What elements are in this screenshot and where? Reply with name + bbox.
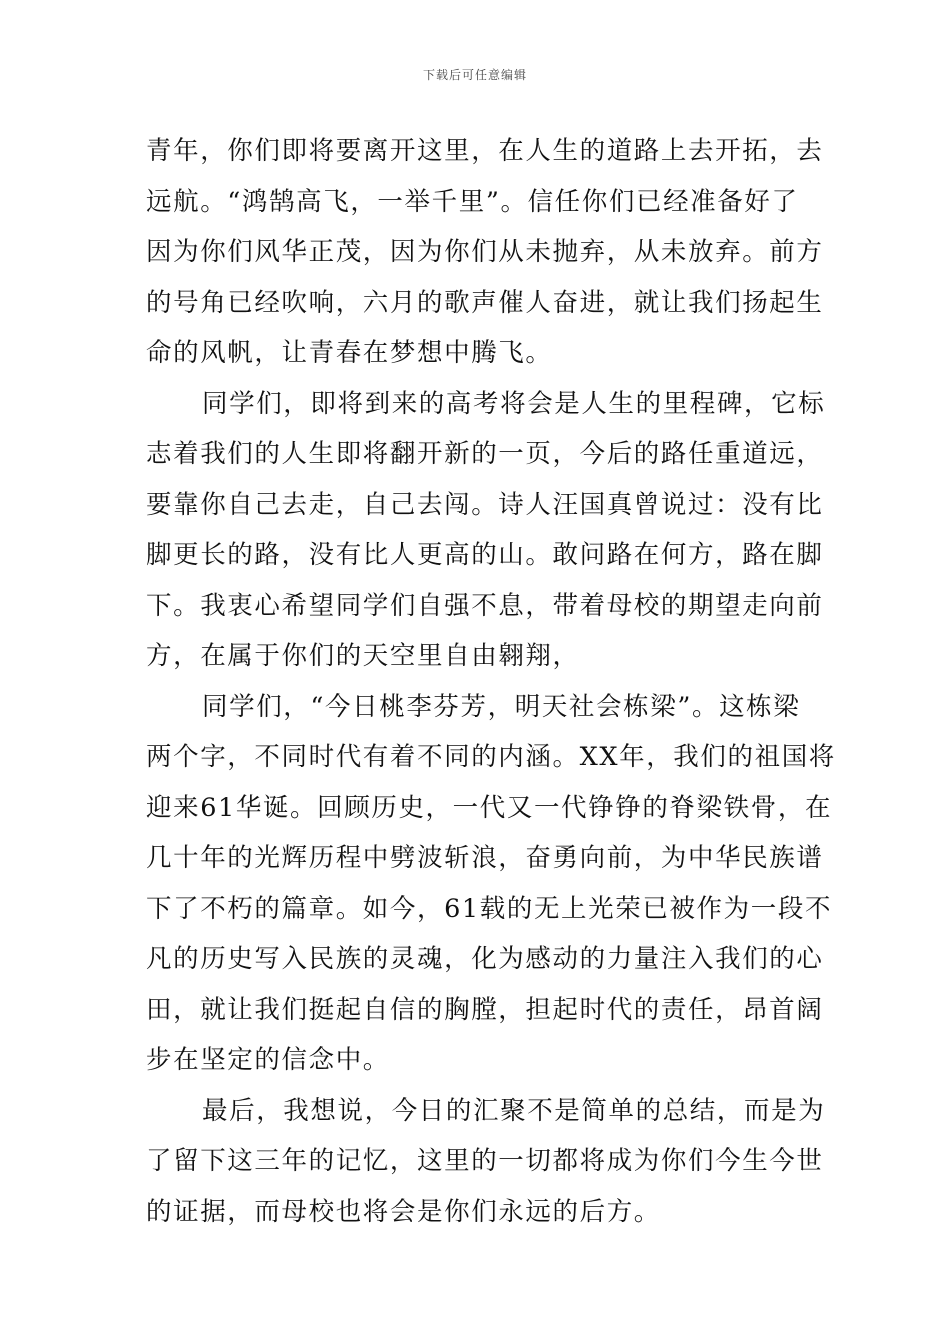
text-line: 下了不朽的篇章。如今，61载的无上光荣已被作为一段不 <box>146 893 833 924</box>
text-line: 了留下这三年的记忆，这里的一切都将成为你们今生今世 <box>146 1146 824 1176</box>
text-line: 方，在属于你们的天空里自由翱翔， <box>146 641 580 671</box>
paragraph-first-line: 最后，我想说，今日的汇聚不是简单的总结，而是为 <box>202 1095 826 1126</box>
text-line: 的号角已经吹响，六月的歌声催人奋进，就让我们扬起生 <box>146 287 824 318</box>
text-line: 志着我们的人生即将翻开新的一页，今后的路任重道远， <box>146 439 824 469</box>
text-line: 迎来61华诞。回顾历史，一代又一代铮铮的脊梁铁骨，在 <box>146 792 833 823</box>
text-line: 凡的历史写入民族的灵魂，化为感动的力量注入我们的心 <box>146 944 824 974</box>
paragraph-first-line: 同学们，即将到来的高考将会是人生的里程碑，它标 <box>202 388 826 419</box>
paragraph-first-line: 同学们，“今日桃李芬芳，明天社会栋梁”。这栋梁 <box>202 691 801 722</box>
text-line: 命的风帆，让青春在梦想中腾飞。 <box>146 338 553 368</box>
text-line: 几十年的光辉历程中劈波斩浪，奋勇向前，为中华民族谱 <box>146 843 824 873</box>
text-line: 步在坚定的信念中。 <box>146 1045 390 1075</box>
text-line: 脚更长的路，没有比人更高的山。敢问路在何方，路在脚 <box>146 540 824 570</box>
text-line: 两个字，不同时代有着不同的内涵。XX年，我们的祖国将 <box>146 742 836 772</box>
text-line: 下。我衷心希望同学们自强不息，带着母校的期望走向前 <box>146 590 824 621</box>
text-line: 田，就让我们挺起自信的胸膛，担起时代的责任，昂首阔 <box>146 994 824 1025</box>
document-body <box>146 126 836 1237</box>
text-line: 远航。“鸿鹄高飞，一举千里”。信任你们已经准备好了 <box>146 186 799 217</box>
text-line: 的证据，而母校也将会是你们永远的后方。 <box>146 1196 661 1227</box>
page-header: 下载后可任意编辑 <box>422 68 527 82</box>
text-line: 青年，你们即将要离开这里，在人生的道路上去开拓，去 <box>146 136 824 166</box>
text-line: 要靠你自己去走，自己去闯。诗人汪国真曾说过：没有比 <box>146 489 824 520</box>
text-line: 因为你们风华正茂，因为你们从未抛弃，从未放弃。前方 <box>146 237 824 267</box>
